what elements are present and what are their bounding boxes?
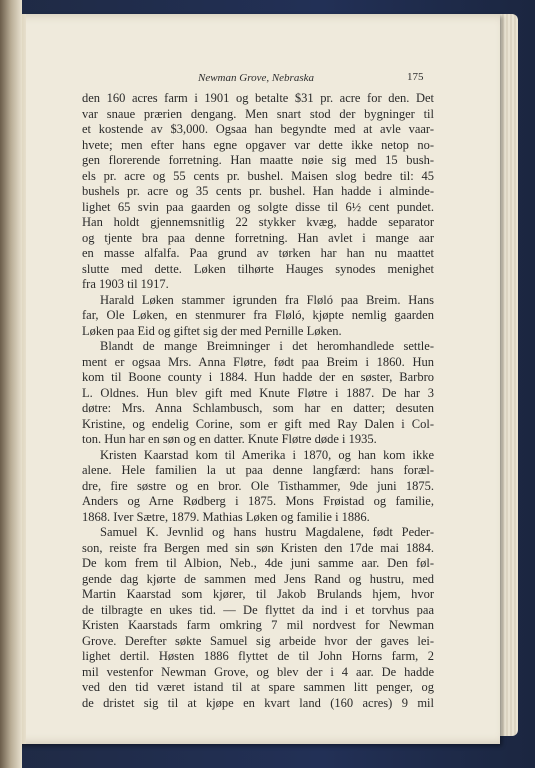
text-line: den 160 acres farm i 1901 og betalte $31 pr. acre for den. Det: [82, 91, 434, 105]
text-line: Kristen Kaarstads farm omkring 7 mil nordvest for Newman: [82, 618, 434, 632]
text-line: ment er ogsaa Mrs. Anna Fløtre, født paa Breim i 1860. Hun: [82, 354, 434, 369]
text-line: Han holdt gjennemsnitlig 22 stykker kvæg, hadde separator: [82, 215, 434, 229]
text-line: Samuel K. Jevnlid og hans hustru Magdalene, født Peder-: [100, 525, 434, 539]
text-line: en masse alfalfa. Paa grund av tørken har han nu maattet: [82, 246, 434, 260]
text-line: Anders og Arne Rødberg i 1875. Mons Frøistad og familie,: [82, 494, 434, 508]
text-line: fra 1903 til 1917.: [82, 277, 169, 291]
text-line: de tilbragte en ukes tid. — De flyttet da ind i et torvhus paa: [82, 602, 434, 617]
text-line: Martin Kaarstad som kjører, til Jakob Brulands hjem, hvor: [82, 587, 434, 601]
text-line: Kristen Kaarstad kom til Amerika i 1870, og han kom ikke: [100, 447, 434, 462]
text-line: Løken paa Eid og giftet sig der med Pernille Løken.: [82, 323, 342, 338]
text-line: var snaue prærien dengang. Men snart stod der bygninger til: [82, 106, 434, 121]
text-line: og tjente bra paa denne forretning. Han avlet i mange aar: [82, 230, 434, 245]
text-line: De kom frem til Albion, Neb., 4de juni samme aar. Den føl-: [82, 556, 434, 570]
text-line: 1868. Iver Sætre, 1879. Mathias Løken og familie i 1886.: [82, 509, 370, 524]
text-line: et kostende av $3,000. Ogsaa han begyndte med at avle vaar-: [82, 122, 434, 136]
text-line: gende dag kjørte de sammen med Jens Rand og hustru, med: [82, 571, 434, 586]
text-line: ton. Hun har en søn og en datter. Knute Fløtre døde i 1935.: [82, 432, 377, 446]
text-line: far, Ole Løken, en stenmurer fra Fløló, kjøpte nemlig gaarden: [82, 308, 434, 322]
page-number: 175: [407, 71, 424, 83]
text-line: dre, fire søstre og en bror. Ole Tisthammer, 9de juni 1875.: [82, 478, 434, 493]
text-line: Harald Løken stammer igrunden fra Fløló paa Breim. Hans: [100, 292, 434, 307]
text-line: lighet 65 svin paa gaarden og solgte disse til 6½ cent pundet.: [82, 199, 434, 214]
text-line: hvete; men efter hans egne opgaver var dette ikke netop no-: [82, 137, 434, 152]
text-line: ved den tid været istand til at spare sammen litt penger, og: [82, 680, 434, 694]
text-line: Grove. Derefter søkte Samuel sig arbeide hvor der gaves lei-: [82, 633, 434, 648]
text-line: gen florerende forretning. Han maatte nøie sig med 15 bush-: [82, 153, 434, 167]
text-line: son, reiste fra Bergen med sin søn Kristen den 17de mai 1884.: [82, 540, 434, 555]
body-text: [82, 91, 434, 711]
text-line: de dristet sig til at kjøpe en kvart land (160 acres) 9 mil: [82, 695, 434, 710]
text-line: slutte med dette. Løken tilhørte Hauges synodes menighet: [82, 261, 434, 276]
text-line: døtre: Mrs. Anna Schlambusch, som har en datter; desuten: [82, 401, 434, 415]
text-line: mil vestenfor Newman Grove, og blev der i 4 aar. De hadde: [82, 664, 434, 679]
text-line: alene. Hele familien la ut paa denne langfærd: hans foræl-: [82, 463, 434, 477]
text-line: bushels pr. acre og 35 cents pr. bushel. Han hadde i alminde-: [82, 184, 434, 198]
text-line: L. Oldnes. Hun blev gift med Knute Fløtre i 1887. De har 3: [82, 385, 434, 400]
text-line: lighet dertil. Høsten 1886 flyttet de til John Horns farm, 2: [82, 649, 434, 663]
text-line: els pr. acre og 55 cents pr. bushel. Maisen slog bedre til: 45: [82, 168, 434, 183]
spine-shadow: [0, 0, 22, 768]
text-line: kom til Boone county i 1884. Hun hadde der en søster, Barbro: [82, 370, 434, 384]
text-line: Blandt de mange Breimninger i det heromhandlede settle-: [100, 339, 434, 353]
running-head: Newman Grove, Nebraska: [198, 72, 314, 84]
text-line: Kristine, og endelig Corine, som er gift med Ray Dalen i Col-: [82, 416, 434, 431]
